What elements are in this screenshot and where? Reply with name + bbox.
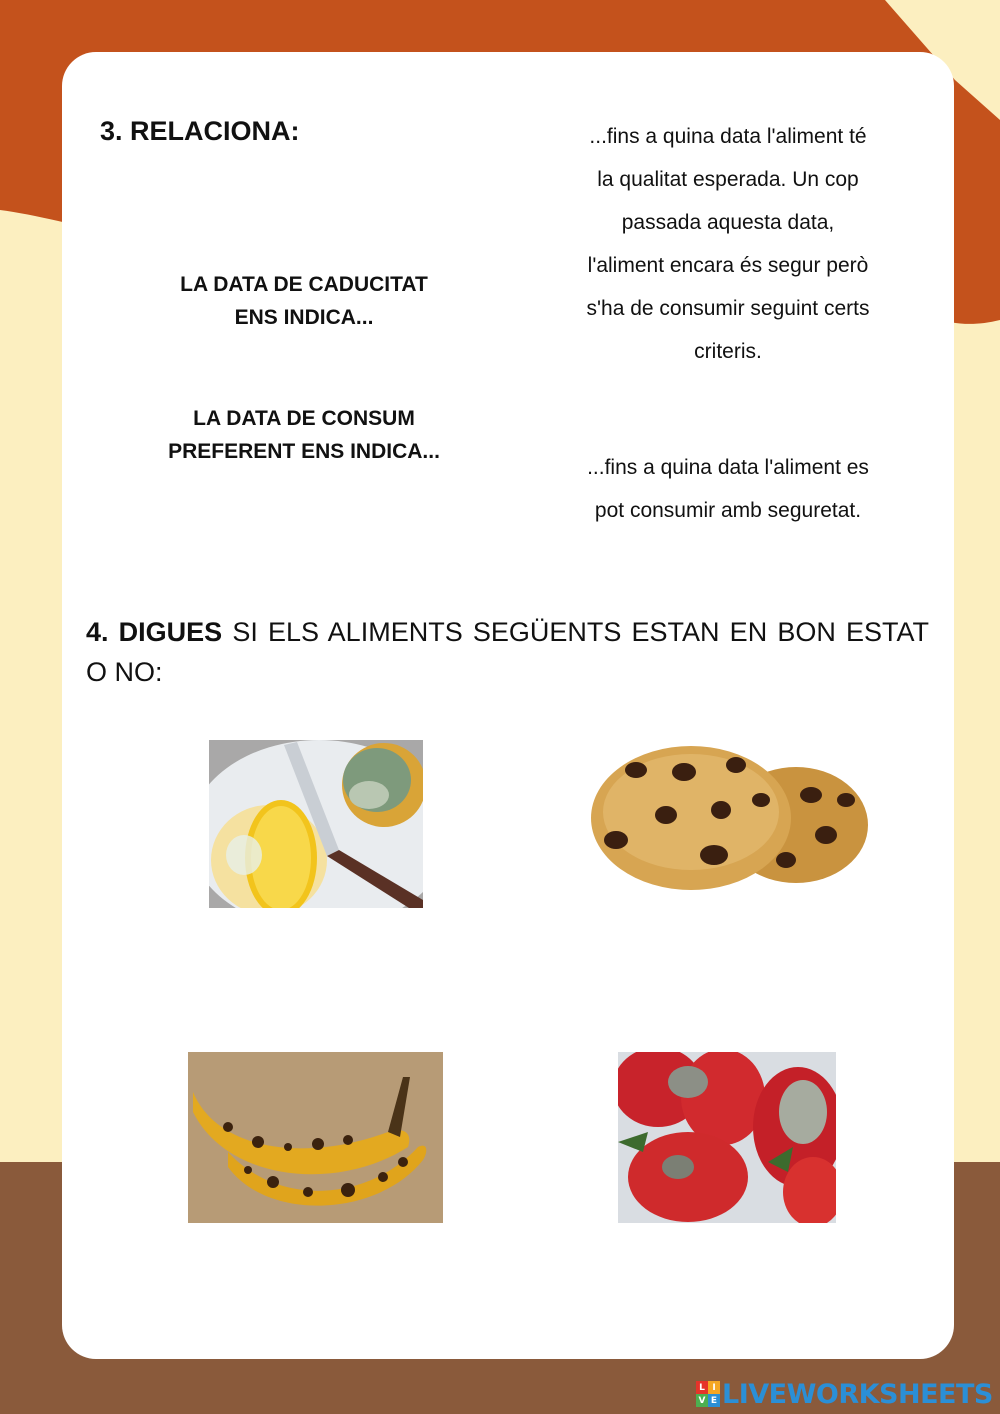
right-item-qualitat[interactable] (548, 115, 908, 373)
section-4-title-bold: 4. DIGUES (86, 617, 223, 647)
right-item-line: criteris. (694, 340, 762, 363)
right-item-line: pot consumir amb seguretat. (594, 499, 862, 522)
logo-mark-letter: E (708, 1394, 720, 1407)
section-4-title (86, 612, 929, 692)
left-item-line: PREFERENT ENS INDICA... (168, 440, 440, 463)
left-item-line: LA DATA DE CADUCITAT (180, 273, 428, 296)
liveworksheets-logo[interactable] (696, 1378, 993, 1410)
right-item-line: passada aquesta data, (621, 211, 835, 234)
logo-text: LIVEWORKSHEETS (722, 1378, 993, 1410)
section-4-title-rest: SI ELS ALIMENTS SEGÜENTS ESTAN EN BON ESTAT O NO: (86, 617, 929, 687)
right-item-line: ...fins a quina data l'aliment es (587, 456, 869, 479)
right-item-line: la qualitat esperada. Un cop (597, 168, 859, 191)
overripe-bananas-photo (188, 1052, 443, 1223)
chocolate-chip-cookies-photo (586, 740, 870, 892)
logo-mark-letter: L (696, 1381, 708, 1394)
logo-mark-letter: V (696, 1394, 708, 1407)
left-item-consum-preferent[interactable] (134, 402, 474, 468)
right-item-line: ...fins a quina data l'aliment té (589, 125, 867, 148)
right-item-line: l'aliment encara és segur però (587, 254, 869, 277)
right-item-line: s'ha de consumir seguint certs (586, 297, 870, 320)
left-item-line: LA DATA DE CONSUM (193, 407, 415, 430)
logo-mark-icon (696, 1381, 720, 1407)
section-3-title: 3. RELACIONA: (100, 116, 300, 146)
moldy-lemon-photo (209, 740, 423, 908)
right-item-seguretat[interactable] (548, 446, 908, 532)
moldy-strawberries-photo (618, 1052, 836, 1223)
left-item-caducitat[interactable] (144, 268, 464, 334)
left-item-line: ENS INDICA... (234, 306, 374, 329)
logo-mark-letter: I (708, 1381, 720, 1394)
